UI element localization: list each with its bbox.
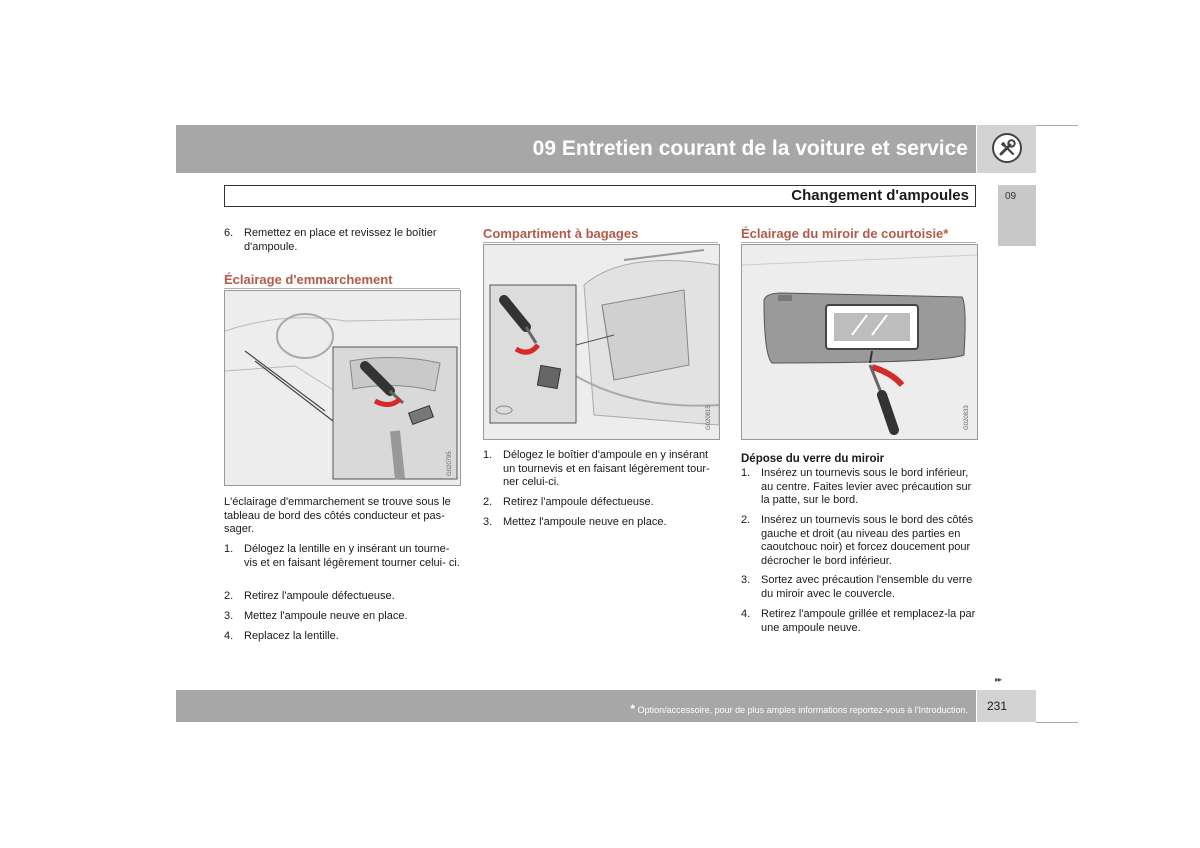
chapter-tab (998, 185, 1036, 246)
footnote-asterisk: * (630, 702, 636, 716)
header-rule (1036, 125, 1078, 126)
footnote-text: Option/accessoire, pour de plus amples informations reportez-vous à l'Introduction. (637, 705, 968, 715)
step-text: Retirez l'ampoule défectueuse. (244, 590, 395, 602)
list-item (741, 514, 977, 568)
continue-arrows-icon: ▸▸ (995, 675, 1002, 684)
page-number: 231 (987, 699, 1008, 713)
footnote (630, 702, 968, 716)
list-item (224, 610, 460, 630)
step-number: 3. (483, 516, 493, 528)
step-lighting-illustration (225, 291, 460, 485)
step-number: 2. (483, 496, 493, 508)
step-text: Remettez en place et revissez le boîtier d'ampoule. (244, 227, 437, 253)
step-number: 1. (741, 467, 751, 479)
intro-step (224, 227, 460, 255)
luggage-steps (483, 449, 719, 536)
luggage-figure (483, 244, 720, 440)
footer-band (176, 690, 976, 722)
mirror-steps (741, 467, 977, 635)
section-bar (224, 185, 976, 207)
chapter-title: 09 Entretien courant de la voiture et service (532, 137, 968, 160)
list-item (224, 630, 460, 650)
step-lighting-steps (224, 543, 460, 650)
step-lighting-paragraph: L'éclairage d'emmarchement se trouve sous le tableau de bord des côtés conducteur et pas- sager. (224, 496, 451, 535)
figure-code: G020795 (447, 451, 453, 476)
step-number: 1. (483, 449, 493, 461)
list-item (483, 516, 719, 536)
heading-rule (483, 242, 718, 243)
step-number: 4. (741, 608, 751, 620)
step-number: 2. (224, 590, 234, 602)
step-text: Mettez l'ampoule neuve en place. (503, 516, 667, 528)
step-number: 3. (741, 574, 751, 586)
step-number: 3. (224, 610, 234, 622)
luggage-illustration (484, 245, 719, 439)
step-text: Délogez le boîtier d'ampoule en y insérant un tournevis et en faisant légèrement tour- ner celui-ci. (503, 449, 710, 488)
step-lighting-figure (224, 290, 461, 486)
list-item (741, 574, 977, 601)
step-text: Insérez un tournevis sous le bord inférieur, au centre. Faites levier avec précaution sur la patte, sur le bord. (761, 467, 972, 506)
heading-rule (741, 242, 976, 243)
heading-rule (224, 288, 460, 289)
step-number: 6. (224, 227, 234, 239)
luggage-heading: Compartiment à bagages (483, 226, 639, 241)
wrench-screwdriver-icon (991, 132, 1023, 164)
list-item (483, 449, 719, 489)
step-text: Mettez l'ampoule neuve en place. (244, 610, 408, 622)
step-lighting-heading: Éclairage d'emmarchement (224, 272, 393, 287)
chapter-icon-box (977, 125, 1036, 173)
step-text: Délogez la lentille en y insérant un tourne- vis et en faisant légèrement tourner celui- ci. (244, 543, 460, 569)
list-item (224, 543, 460, 583)
step-text: Insérez un tournevis sous le bord des côtés gauche et droit (au niveau des parties en caoutchouc noir) et forcez doucement pour décrocher le bord inférieur. (761, 514, 974, 567)
step-text: Retirez l'ampoule grillée et remplacez-la par une ampoule neuve. (761, 608, 976, 634)
list-item (483, 496, 719, 516)
page-number-box (977, 690, 1036, 722)
mirror-heading: Éclairage du miroir de courtoisie* (741, 226, 949, 241)
figure-code: G020833 (964, 405, 970, 430)
chapter-tab-label: 09 (1005, 191, 1017, 202)
section-title: Changement d'ampoules (791, 187, 969, 204)
step-text: Retirez l'ampoule défectueuse. (503, 496, 654, 508)
step-text: Sortez avec précaution l'ensemble du verre du miroir avec le couvercle. (761, 574, 973, 600)
list-item (224, 590, 460, 610)
footer-rule (1036, 722, 1078, 723)
list-item (741, 608, 977, 635)
mirror-subheading: Dépose du verre du miroir (741, 453, 885, 465)
step-text: Replacez la lentille. (244, 630, 339, 642)
mirror-figure (741, 244, 978, 440)
chapter-header-band (176, 125, 976, 173)
step-number: 1. (224, 543, 234, 555)
step-number: 2. (741, 514, 751, 526)
figure-code: G020815 (706, 405, 712, 430)
list-item (741, 467, 977, 507)
mirror-illustration (742, 245, 977, 439)
step-number: 4. (224, 630, 234, 642)
